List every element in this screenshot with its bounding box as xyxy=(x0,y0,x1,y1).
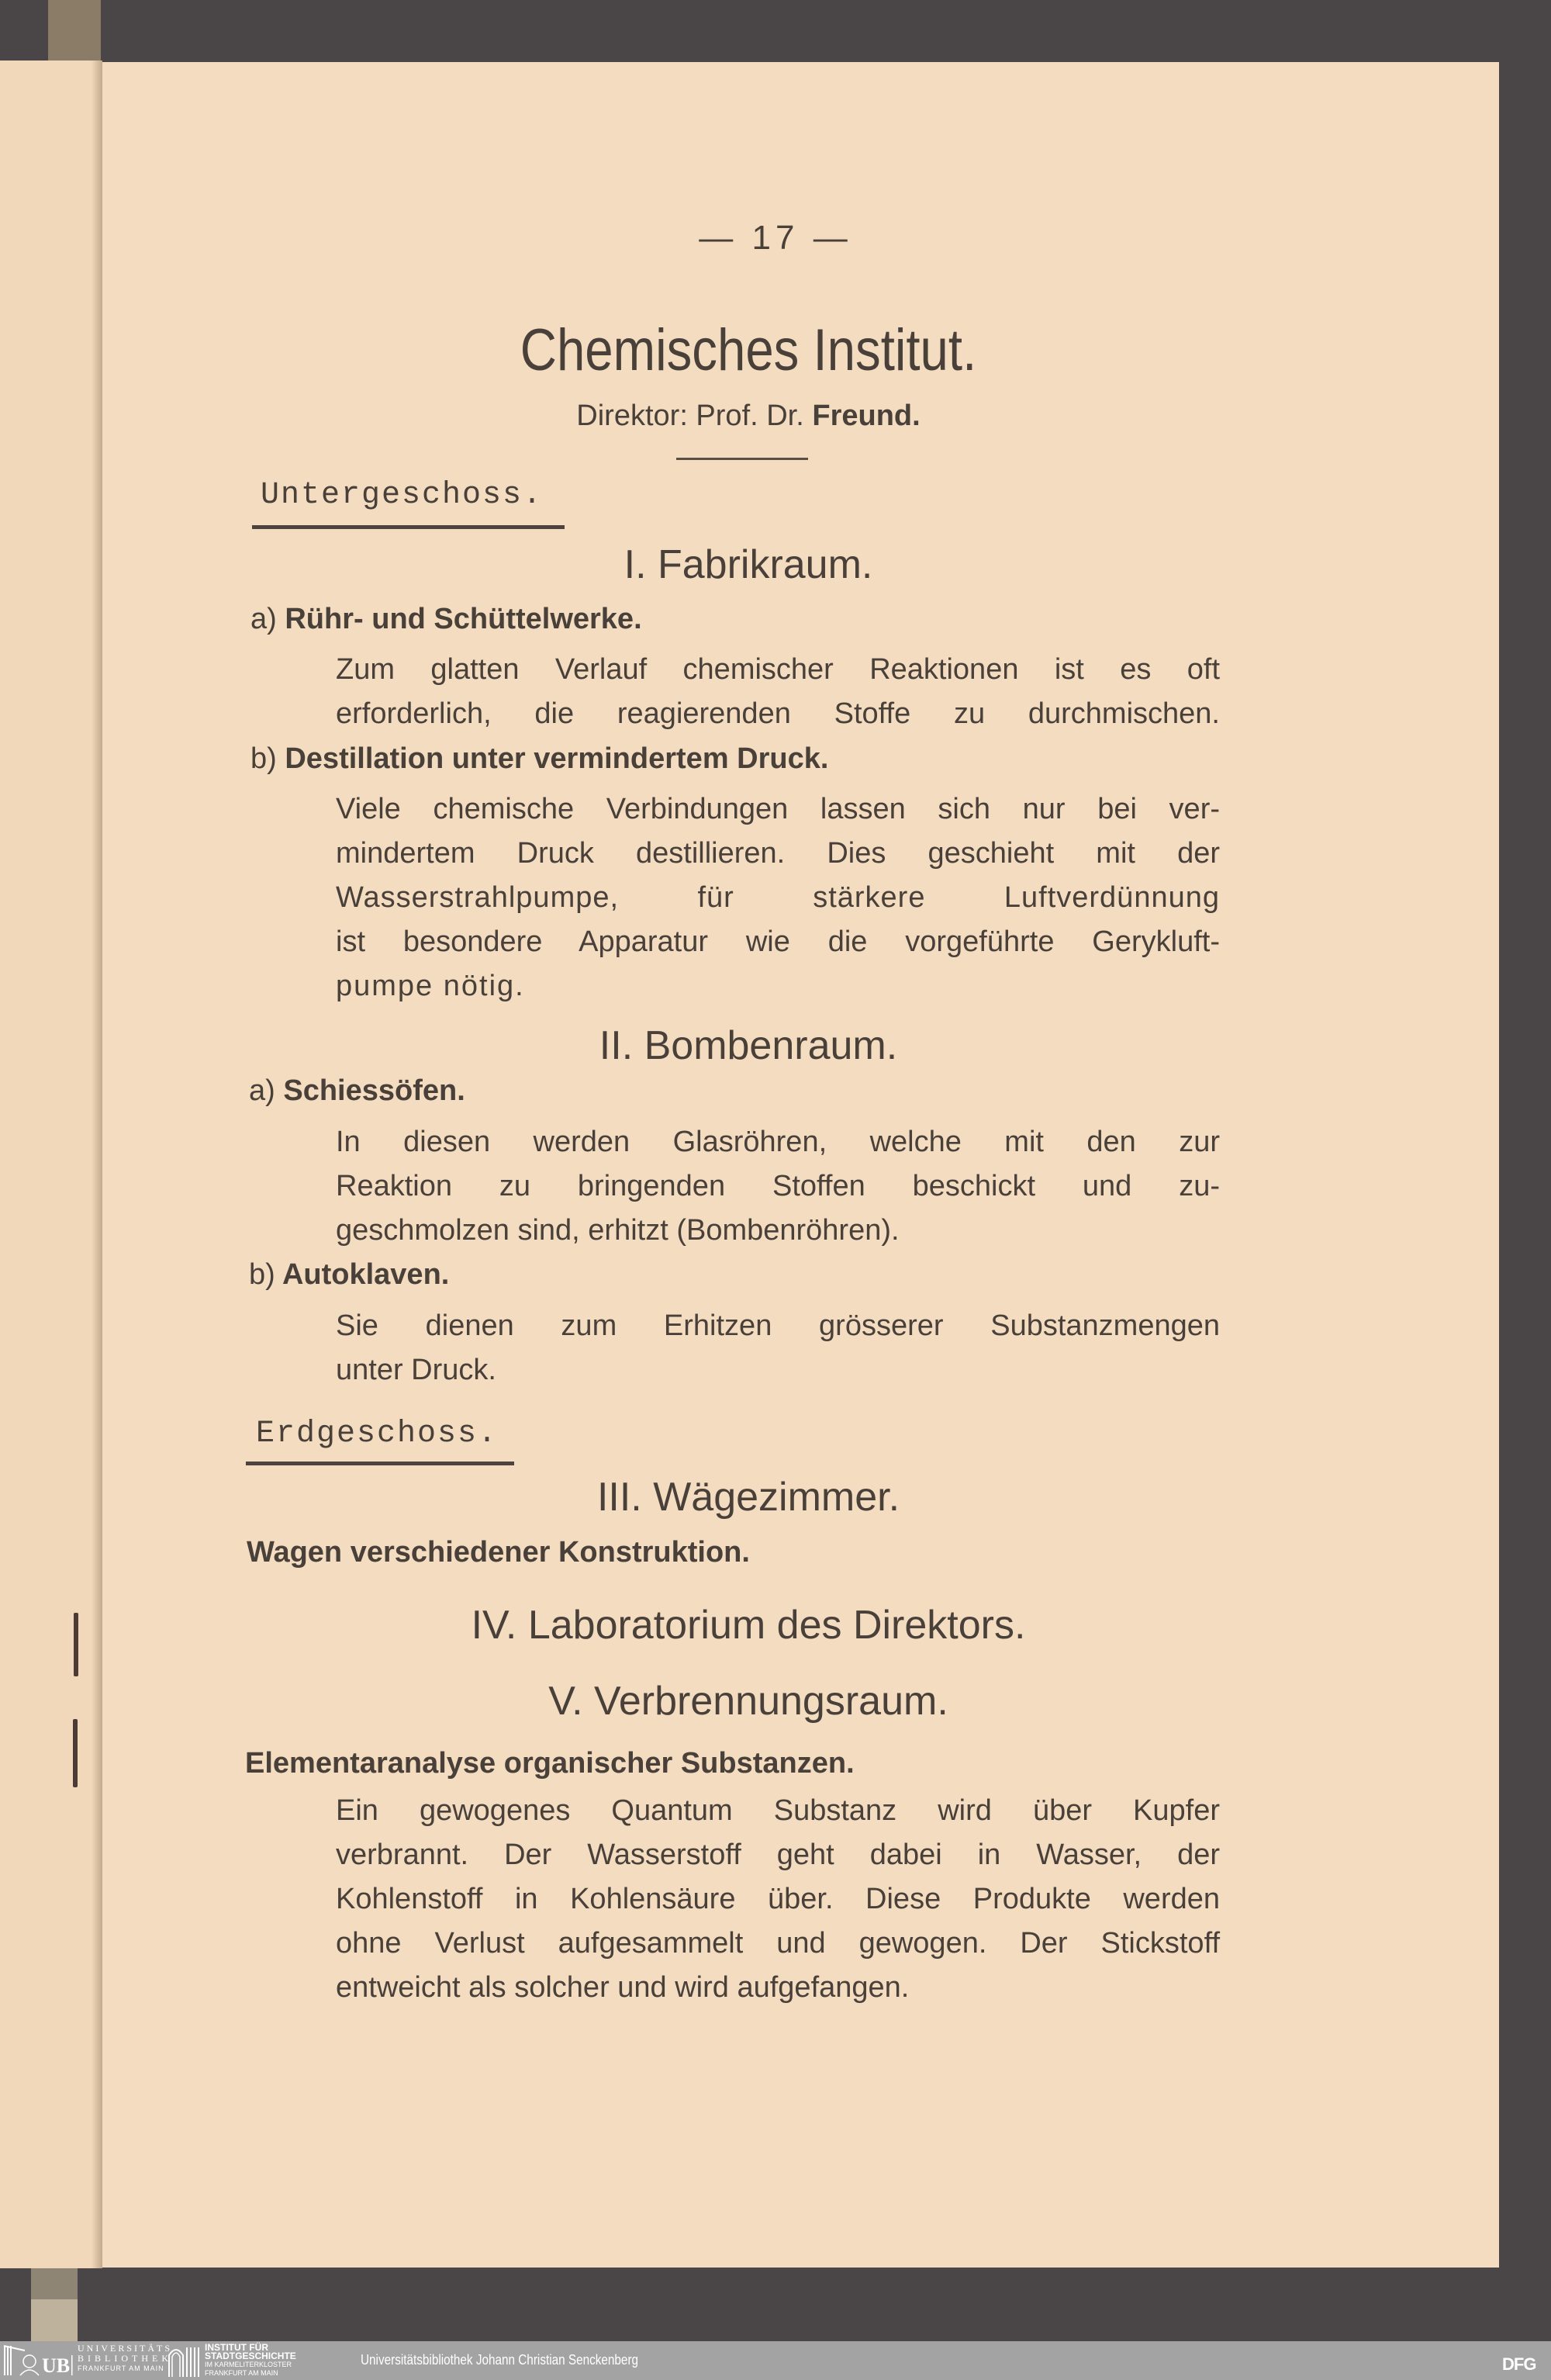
page-number: — 17 — xyxy=(699,219,852,257)
room-heading-fabrikraum: I. Fabrikraum. xyxy=(624,542,873,587)
isg-institute-name: INSTITUT FÜR STADTGESCHICHTE IM KARMELITERKLOSTER FRANKFURT AM MAIN xyxy=(205,2342,296,2377)
viewer-footer xyxy=(0,2341,1551,2380)
room-heading-bombenraum: II. Bombenraum. xyxy=(599,1023,898,1068)
ub-library-name: UNIVERSITÄTS BIBLIOTHEK FRANKFURT AM MAIN xyxy=(78,2343,172,2372)
footer-library-link[interactable]: Universitätsbibliothek Johann Christian Senckenberg xyxy=(361,2352,639,2368)
item-heading: a) Rühr- und Schüttelwerke. xyxy=(250,603,642,635)
binding-thread-top xyxy=(48,0,101,61)
page-title: Chemisches Institut. xyxy=(520,317,977,383)
director-name: Freund. xyxy=(812,400,921,432)
director-line xyxy=(0,400,1497,433)
item-heading: Wagen verschiedener Konstruktion. xyxy=(247,1536,750,1569)
room-heading-waegezimmer: III. Wägezimmer. xyxy=(596,1475,900,1520)
floor-underline xyxy=(246,1462,514,1465)
item-description: Viele chemische Verbindungen lassen sich nur bei ver- mindertem Druck destillieren. Dies geschieht mit der Wasserstrahlpumpe, für stärkere Luftverdünnung ist besondere Apparatur wie die vorgeführte Gerykluft- pumpe nötig. xyxy=(336,793,1220,1002)
title-divider xyxy=(676,458,808,460)
floor-underline xyxy=(252,525,565,529)
floor-heading-untergeschoss: Untergeschoss. xyxy=(261,478,544,513)
item-heading: a) Schiessöfen. xyxy=(249,1074,465,1107)
isg-arch-logo-icon xyxy=(167,2344,201,2377)
svg-text:UB: UB xyxy=(42,2354,71,2377)
room-heading-verbrennungsraum: V. Verbrennungsraum. xyxy=(548,1679,948,1724)
director-label: Direktor: Prof. Dr. xyxy=(576,400,813,432)
item-description: Sie dienen zum Erhitzen grösserer Substanzmengen unter Druck. xyxy=(336,1309,1220,1386)
left-page-edge xyxy=(0,61,102,2268)
item-description: Zum glatten Verlauf chemischer Reaktionen ist es oft erforderlich, die reagierenden Stoffe zu durchmischen. xyxy=(336,653,1220,730)
item-description: Ein gewogenes Quantum Substanz wird über Kupfer verbrannt. Der Wasserstoff geht dabei in Wasser, der Kohlenstoff in Kohlensäure über. Diese Produkte werden ohne Verlust aufgesammelt und gewogen. Der Stickstoff entweicht als solcher und wird aufgefangen. xyxy=(336,1794,1220,2004)
item-heading: Elementaranalyse organischer Substanzen. xyxy=(245,1747,855,1780)
room-heading-laboratorium: IV. Laboratorium des Direktors. xyxy=(471,1603,1026,1648)
binding-thread-bottom xyxy=(31,2268,78,2341)
item-description: In diesen werden Glasröhren, welche mit den zur Reaktion zu bringenden Stoffen beschickt und zu- geschmolzen sind, erhitzt (Bombenröhren). xyxy=(336,1126,1220,1247)
staple-mark xyxy=(73,1719,78,1787)
dfg-logo: DFG xyxy=(1502,2354,1536,2374)
item-heading: b) Autoklaven. xyxy=(249,1258,450,1291)
item-heading: b) Destillation unter vermindertem Druck. xyxy=(250,742,829,775)
ub-library-logo-icon xyxy=(3,2344,73,2377)
floor-heading-erdgeschoss: Erdgeschoss. xyxy=(256,1417,499,1451)
